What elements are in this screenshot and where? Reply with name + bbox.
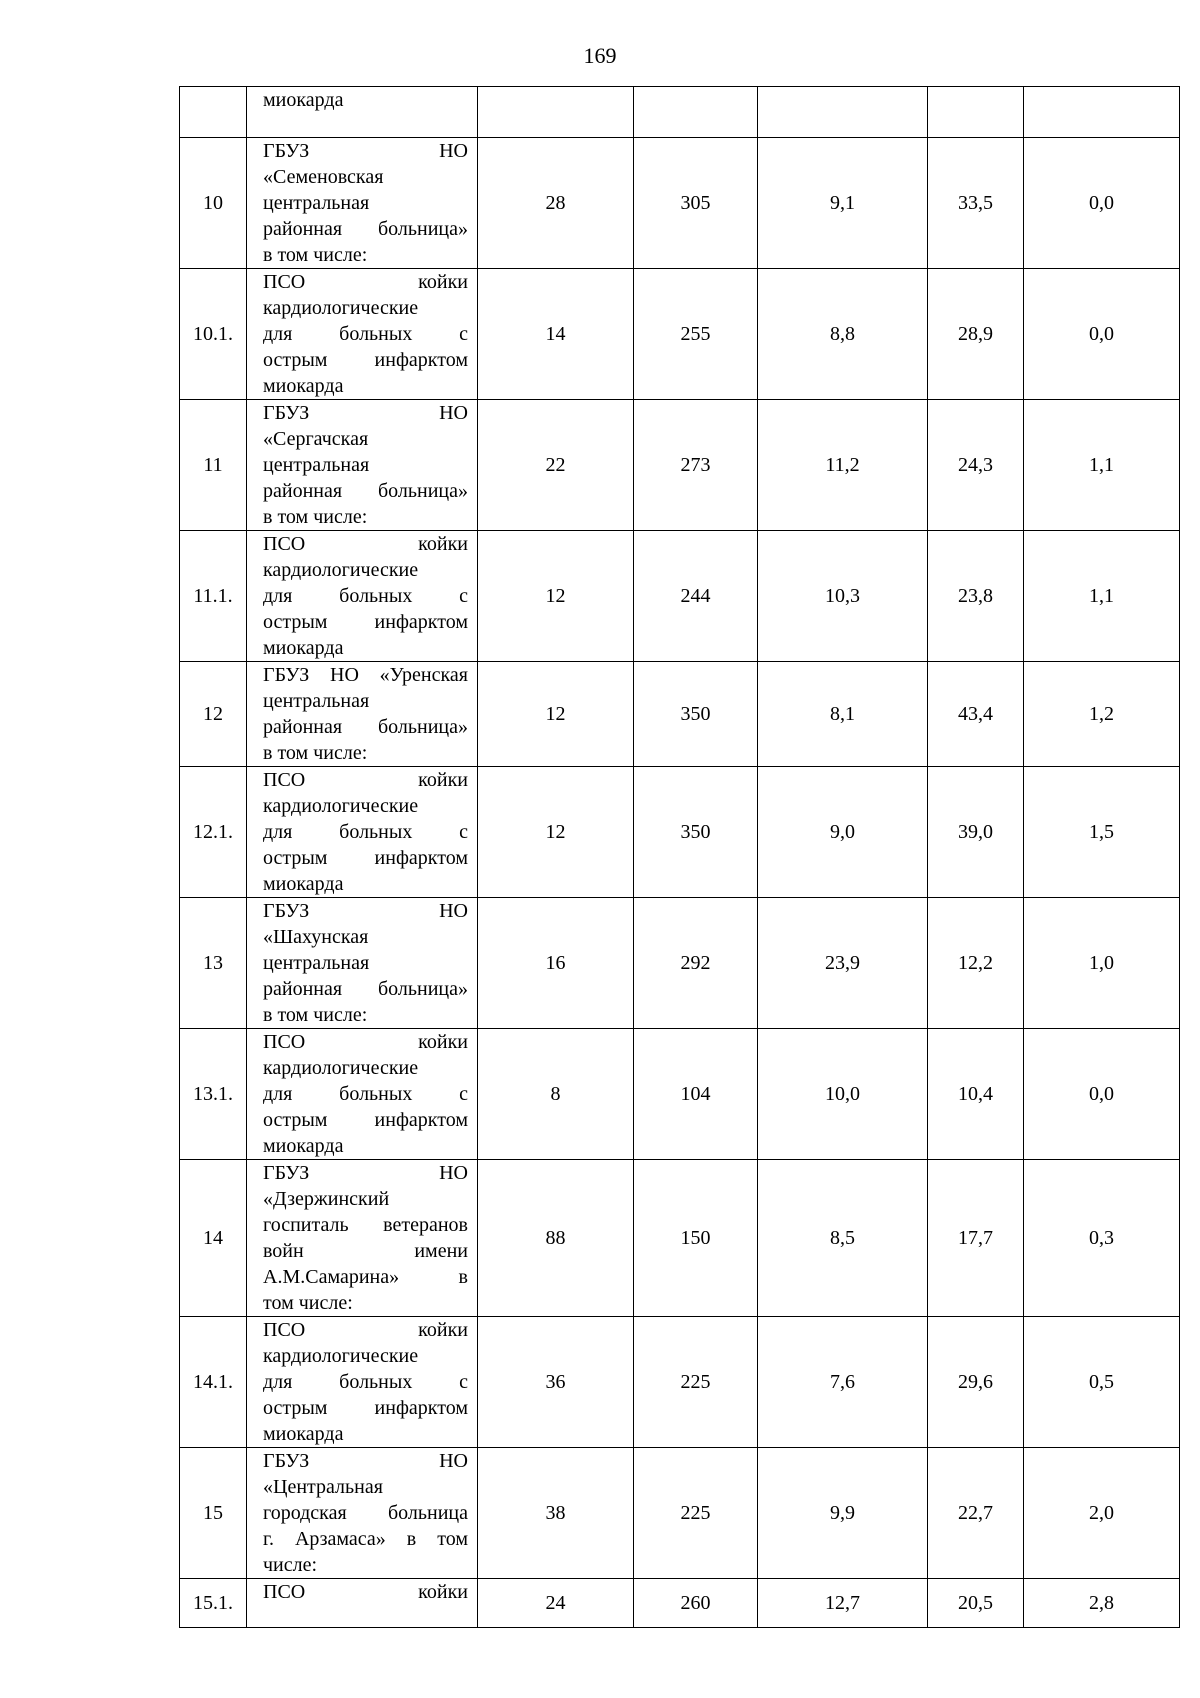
row-number-cell: 15 bbox=[180, 1448, 247, 1579]
patients-value: 255 bbox=[634, 269, 758, 400]
institution-name-line: в том числе: bbox=[263, 506, 368, 528]
institution-name-line: кардиологические bbox=[263, 1345, 419, 1367]
institution-name-line: для больных с bbox=[263, 1083, 468, 1105]
institution-name-cell bbox=[247, 87, 478, 138]
hospital-beds-table bbox=[179, 86, 1180, 1628]
row-number-cell: 13 bbox=[180, 898, 247, 1029]
institution-name-cell bbox=[247, 531, 478, 662]
table-body bbox=[180, 87, 1180, 1628]
institution-name-line: миокарда bbox=[263, 873, 344, 895]
mortality-value: 0,0 bbox=[1024, 269, 1180, 400]
mortality-value: 0,5 bbox=[1024, 1317, 1180, 1448]
patients-value: 225 bbox=[634, 1448, 758, 1579]
institution-name-cell bbox=[247, 400, 478, 531]
beds-value: 28 bbox=[478, 138, 634, 269]
patients-value bbox=[634, 87, 758, 138]
row-number-cell: 10 bbox=[180, 138, 247, 269]
row-number-cell: 15.1. bbox=[180, 1579, 247, 1628]
bed-days-value: 12,7 bbox=[758, 1579, 928, 1628]
mortality-value: 2,8 bbox=[1024, 1579, 1180, 1628]
mortality-value: 1,1 bbox=[1024, 400, 1180, 531]
table-row bbox=[180, 87, 1180, 138]
patients-value: 150 bbox=[634, 1160, 758, 1317]
table-row bbox=[180, 269, 1180, 400]
turnover-value: 43,4 bbox=[928, 662, 1024, 767]
turnover-value: 33,5 bbox=[928, 138, 1024, 269]
institution-name-line: том числе: bbox=[263, 1292, 353, 1314]
bed-days-value: 23,9 bbox=[758, 898, 928, 1029]
turnover-value: 28,9 bbox=[928, 269, 1024, 400]
institution-name-line: кардиологические bbox=[263, 297, 419, 319]
table-row bbox=[180, 1317, 1180, 1448]
mortality-value: 1,1 bbox=[1024, 531, 1180, 662]
beds-value: 88 bbox=[478, 1160, 634, 1317]
institution-name-line: «Дзержинский bbox=[263, 1188, 390, 1210]
institution-name-line: острым инфарктом bbox=[263, 847, 468, 869]
turnover-value: 17,7 bbox=[928, 1160, 1024, 1317]
institution-name-line: «Центральная bbox=[263, 1476, 383, 1498]
bed-days-value: 9,0 bbox=[758, 767, 928, 898]
row-number-cell bbox=[180, 87, 247, 138]
table-row bbox=[180, 1029, 1180, 1160]
institution-name-cell bbox=[247, 1029, 478, 1160]
institution-name-line: «Семеновская bbox=[263, 166, 384, 188]
institution-name-cell bbox=[247, 1448, 478, 1579]
institution-name-line: ПСО койки bbox=[263, 533, 468, 555]
institution-name-line: ГБУЗ НО bbox=[263, 402, 468, 424]
table-row bbox=[180, 400, 1180, 531]
patients-value: 350 bbox=[634, 767, 758, 898]
patients-value: 350 bbox=[634, 662, 758, 767]
institution-name-line: миокарда bbox=[263, 637, 344, 659]
institution-name-cell bbox=[247, 138, 478, 269]
institution-name-line: районная больница» bbox=[263, 716, 468, 738]
patients-value: 260 bbox=[634, 1579, 758, 1628]
institution-name-line: А.М.Самарина» в bbox=[263, 1266, 468, 1288]
institution-name-line: кардиологические bbox=[263, 1057, 419, 1079]
turnover-value: 39,0 bbox=[928, 767, 1024, 898]
beds-value: 16 bbox=[478, 898, 634, 1029]
turnover-value: 23,8 bbox=[928, 531, 1024, 662]
institution-name-line: ПСО койки bbox=[263, 271, 468, 293]
institution-name-line: ГБУЗ НО bbox=[263, 1450, 468, 1472]
table-row bbox=[180, 1160, 1180, 1317]
institution-name-line: г. Арзамаса» в том bbox=[263, 1528, 468, 1550]
institution-name-line: миокарда bbox=[263, 375, 344, 397]
patients-value: 104 bbox=[634, 1029, 758, 1160]
mortality-value: 0,0 bbox=[1024, 138, 1180, 269]
beds-value: 14 bbox=[478, 269, 634, 400]
institution-name-line: войн имени bbox=[263, 1240, 468, 1262]
beds-value: 24 bbox=[478, 1579, 634, 1628]
beds-value: 12 bbox=[478, 767, 634, 898]
institution-name-line: острым инфарктом bbox=[263, 1109, 468, 1131]
institution-name-line: ПСО койки bbox=[263, 1319, 468, 1341]
institution-name-line: центральная bbox=[263, 454, 370, 476]
beds-value: 22 bbox=[478, 400, 634, 531]
institution-name-line: ПСО койки bbox=[263, 1581, 468, 1603]
mortality-value: 1,0 bbox=[1024, 898, 1180, 1029]
table-row bbox=[180, 531, 1180, 662]
institution-name-line: районная больница» bbox=[263, 978, 468, 1000]
institution-name-line: центральная bbox=[263, 690, 370, 712]
row-number-cell: 10.1. bbox=[180, 269, 247, 400]
row-number-cell: 11.1. bbox=[180, 531, 247, 662]
institution-name-line: госпиталь ветеранов bbox=[263, 1214, 468, 1236]
row-number-cell: 14.1. bbox=[180, 1317, 247, 1448]
mortality-value: 0,0 bbox=[1024, 1029, 1180, 1160]
institution-name-line: числе: bbox=[263, 1554, 318, 1576]
beds-value: 8 bbox=[478, 1029, 634, 1160]
bed-days-value: 7,6 bbox=[758, 1317, 928, 1448]
bed-days-value: 10,3 bbox=[758, 531, 928, 662]
bed-days-value: 9,9 bbox=[758, 1448, 928, 1579]
table-row bbox=[180, 898, 1180, 1029]
institution-name-line: миокарда bbox=[263, 89, 344, 111]
institution-name-line: ПСО койки bbox=[263, 1031, 468, 1053]
table-row bbox=[180, 1448, 1180, 1579]
institution-name-cell bbox=[247, 1579, 478, 1628]
turnover-value bbox=[928, 87, 1024, 138]
institution-name-line: ПСО койки bbox=[263, 769, 468, 791]
turnover-value: 22,7 bbox=[928, 1448, 1024, 1579]
mortality-value bbox=[1024, 87, 1180, 138]
beds-value: 36 bbox=[478, 1317, 634, 1448]
institution-name-line: «Сергачская bbox=[263, 428, 369, 450]
row-number-cell: 13.1. bbox=[180, 1029, 247, 1160]
bed-days-value: 8,1 bbox=[758, 662, 928, 767]
turnover-value: 20,5 bbox=[928, 1579, 1024, 1628]
institution-name-cell bbox=[247, 1160, 478, 1317]
beds-value: 12 bbox=[478, 662, 634, 767]
institution-name-line: в том числе: bbox=[263, 244, 368, 266]
institution-name-line: острым инфарктом bbox=[263, 1397, 468, 1419]
institution-name-line: ГБУЗ НО «Уренская bbox=[263, 664, 468, 686]
institution-name-line: ГБУЗ НО bbox=[263, 140, 468, 162]
table-row bbox=[180, 662, 1180, 767]
institution-name-line: острым инфарктом bbox=[263, 611, 468, 633]
institution-name-line: для больных с bbox=[263, 585, 468, 607]
institution-name-line: «Шахунская bbox=[263, 926, 369, 948]
mortality-value: 0,3 bbox=[1024, 1160, 1180, 1317]
turnover-value: 12,2 bbox=[928, 898, 1024, 1029]
row-number-cell: 12 bbox=[180, 662, 247, 767]
institution-name-line: районная больница» bbox=[263, 480, 468, 502]
institution-name-line: миокарда bbox=[263, 1135, 344, 1157]
institution-name-cell bbox=[247, 662, 478, 767]
mortality-value: 1,5 bbox=[1024, 767, 1180, 898]
beds-value: 38 bbox=[478, 1448, 634, 1579]
beds-value bbox=[478, 87, 634, 138]
institution-name-line: ГБУЗ НО bbox=[263, 900, 468, 922]
turnover-value: 24,3 bbox=[928, 400, 1024, 531]
row-number-cell: 11 bbox=[180, 400, 247, 531]
table-row bbox=[180, 138, 1180, 269]
turnover-value: 29,6 bbox=[928, 1317, 1024, 1448]
turnover-value: 10,4 bbox=[928, 1029, 1024, 1160]
bed-days-value: 8,5 bbox=[758, 1160, 928, 1317]
patients-value: 305 bbox=[634, 138, 758, 269]
table-row bbox=[180, 767, 1180, 898]
institution-name-line: кардиологические bbox=[263, 795, 419, 817]
institution-name-line: в том числе: bbox=[263, 742, 368, 764]
institution-name-line: в том числе: bbox=[263, 1004, 368, 1026]
bed-days-value: 8,8 bbox=[758, 269, 928, 400]
institution-name-line: центральная bbox=[263, 192, 370, 214]
institution-name-line: острым инфарктом bbox=[263, 349, 468, 371]
row-number-cell: 14 bbox=[180, 1160, 247, 1317]
institution-name-line: миокарда bbox=[263, 1423, 344, 1445]
patients-value: 273 bbox=[634, 400, 758, 531]
institution-name-cell bbox=[247, 1317, 478, 1448]
bed-days-value bbox=[758, 87, 928, 138]
mortality-value: 2,0 bbox=[1024, 1448, 1180, 1579]
institution-name-line: городская больница bbox=[263, 1502, 468, 1524]
institution-name-line: для больных с bbox=[263, 1371, 468, 1393]
patients-value: 225 bbox=[634, 1317, 758, 1448]
patients-value: 244 bbox=[634, 531, 758, 662]
institution-name-line: центральная bbox=[263, 952, 370, 974]
bed-days-value: 10,0 bbox=[758, 1029, 928, 1160]
institution-name-line: для больных с bbox=[263, 323, 468, 345]
institution-name-cell bbox=[247, 269, 478, 400]
institution-name-line: для больных с bbox=[263, 821, 468, 843]
beds-value: 12 bbox=[478, 531, 634, 662]
bed-days-value: 9,1 bbox=[758, 138, 928, 269]
table-row bbox=[180, 1579, 1180, 1628]
institution-name-cell bbox=[247, 767, 478, 898]
patients-value: 292 bbox=[634, 898, 758, 1029]
bed-days-value: 11,2 bbox=[758, 400, 928, 531]
institution-name-line: районная больница» bbox=[263, 218, 468, 240]
page-number: 169 bbox=[583, 43, 617, 68]
institution-name-cell bbox=[247, 898, 478, 1029]
institution-name-line: кардиологические bbox=[263, 559, 419, 581]
institution-name-line: ГБУЗ НО bbox=[263, 1162, 468, 1184]
mortality-value: 1,2 bbox=[1024, 662, 1180, 767]
row-number-cell: 12.1. bbox=[180, 767, 247, 898]
